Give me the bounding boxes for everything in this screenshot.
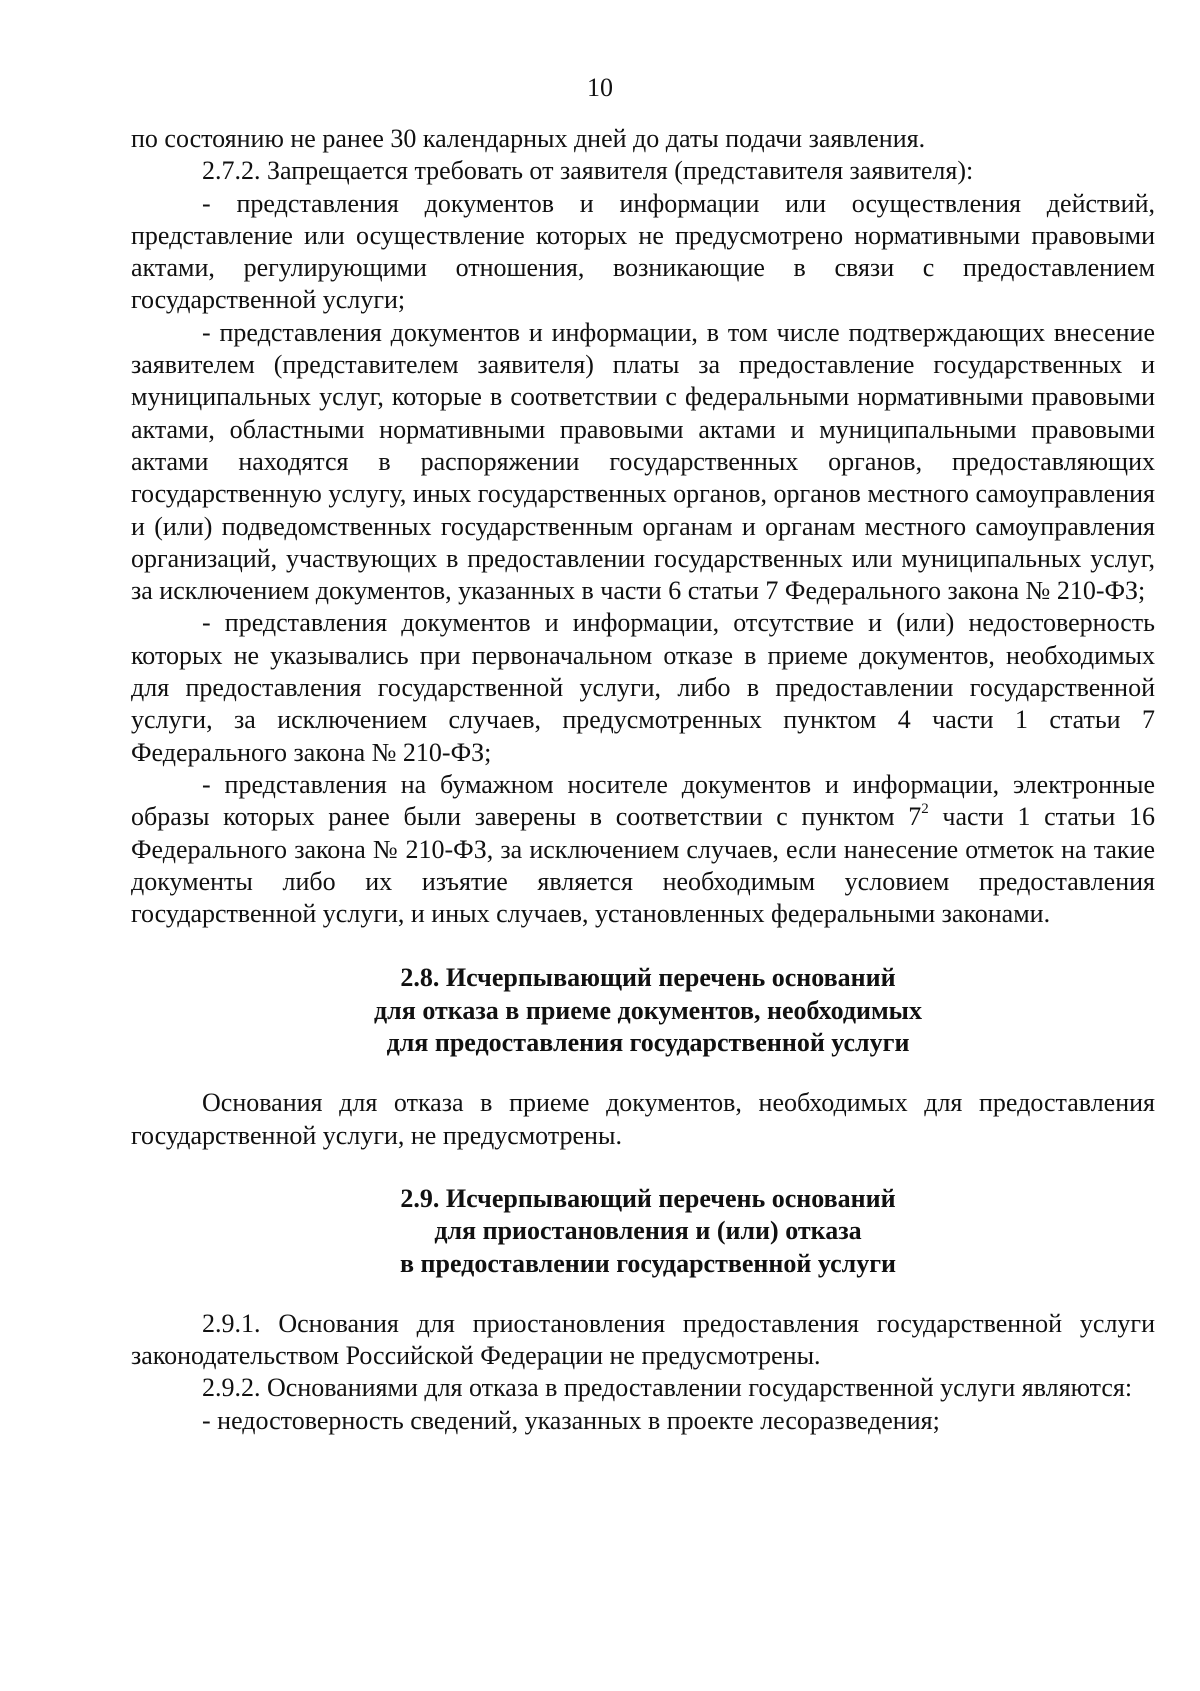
list-item-requirement-1: - представления документов и информации или осуществления действий, представление или осуществление которых не предусмотрено нормативными правовыми актами, регулирующими отношения, возникающие в связи с предоставлением государственной услуги; <box>131 188 1155 315</box>
section-heading-2-9 <box>131 1183 1155 1280</box>
section-heading-2-9-line-1: 2.9. Исчерпывающий перечень оснований <box>400 1183 896 1213</box>
paragraph-2-9-1: 2.9.1. Основания для приостановления предоставления государственной услуги законодательством Российской Федерации не предусмотрены. <box>131 1308 1155 1371</box>
document-body <box>131 123 1155 1437</box>
section-heading-2-9-line-2: для приостановления и (или) отказа <box>434 1216 862 1246</box>
section-heading-2-8-line-1: 2.8. Исчерпывающий перечень оснований <box>400 963 896 993</box>
list-item-requirement-4-text-a: - представления на бумажном носителе документов и информации, электронные образы которых ранее были заверены в соответствии с пунктом 7 <box>131 769 1155 832</box>
section-heading-2-8 <box>131 962 1155 1059</box>
paragraph-continuation: по состоянию не ранее 30 календарных дней до даты подачи заявления. <box>131 124 926 153</box>
paragraph-2-9-2: 2.9.2. Основаниями для отказа в предоставлении государственной услуги являются: <box>202 1373 1133 1403</box>
list-item-requirement-2: - представления документов и информации, в том числе подтверждающих внесение заявителем (представителем заявителя) платы за предоставление государственных и муниципальных услуг, которые в соответствии с федеральными нормативными правовыми актами, областными нормативными правовыми актами и муниципальными правовыми актами находятся в распоряжении государственных органов, предоставляющих государственную услугу, иных государственных органов, органов местного самоуправления и (или) подведомственных государственным органам и органам местного самоуправления организаций, участвующих в предоставлении государственных или муниципальных услуг, за исключением документов, указанных в части 6 статьи 7 Федерального закона № 210-ФЗ; <box>131 317 1155 606</box>
superscript-2: 2 <box>921 801 929 818</box>
page-number: 10 <box>587 73 613 102</box>
section-heading-2-8-line-2: для отказа в приеме документов, необходимых <box>374 995 922 1025</box>
list-item-refusal-ground-1: - недостоверность сведений, указанных в проекте лесоразведения; <box>202 1405 940 1435</box>
list-item-requirement-4-text-b: части 1 статьи 16 Федерального закона № 210-ФЗ, за исключением случаев, если нанесение отметок на такие документы либо их изъятие является необходимым условием предоставления государственной услуги, и иных случаев, установленных федеральными законами. <box>131 802 1155 929</box>
section-heading-2-8-line-3: для предоставления государственной услуги <box>386 1028 910 1058</box>
paragraph-2-7-2: 2.7.2. Запрещается требовать от заявителя (представителя заявителя): <box>202 156 974 186</box>
section-heading-2-9-line-3: в предоставлении государственной услуги <box>399 1248 896 1278</box>
paragraph-2-8-text: Основания для отказа в приеме документов, необходимых для предоставления государственной услуги, не предусмотрены. <box>131 1088 1155 1150</box>
list-item-requirement-3: - представления документов и информации, отсутствие и (или) недостоверность которых не указывались при первоначальном отказе в приеме документов, необходимых для предоставления государственной услуги, либо в предоставлении государственной услуги, за исключением случаев, предусмотренных пунктом 4 части 1 статьи 7 Федерального закона № 210-ФЗ; <box>131 608 1155 767</box>
list-item-requirement-4 <box>131 769 1155 930</box>
